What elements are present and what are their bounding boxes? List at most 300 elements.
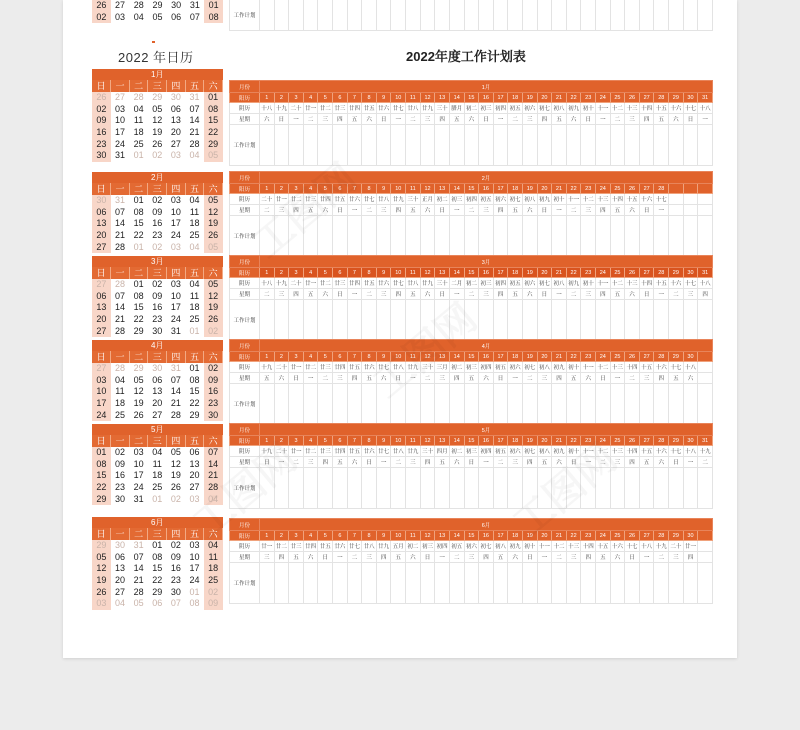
plan-lunar-day: 廿六 [362, 446, 377, 457]
plan-solar-day: 24 [596, 436, 611, 446]
calendar-day: 10 [167, 207, 186, 219]
calendar-day: 28 [129, 92, 148, 104]
calendar-day: 06 [167, 12, 186, 24]
plan-cell [654, 300, 669, 341]
plan-lunar-row [230, 278, 713, 289]
plan-lunar-day: 初四 [493, 278, 508, 289]
plan-cell [683, 0, 698, 30]
plan-lunar-row [230, 103, 713, 114]
month-calendar [92, 69, 223, 162]
calendar-day: 10 [185, 552, 204, 564]
plan-weekday: 日 [333, 205, 348, 216]
plan-lunar-day: 廿三 [333, 103, 348, 114]
plan-cell [639, 384, 654, 425]
calendar-day: 03 [111, 12, 130, 24]
weekday-label: 五 [185, 528, 204, 540]
plan-lunar-day: 廿四 [333, 446, 348, 457]
plan-cell [260, 384, 275, 425]
plan-solar-day: 15 [464, 436, 479, 446]
plan-lunar-day: 初二 [406, 541, 421, 552]
plan-solar-day: 30 [683, 436, 698, 446]
plan-weekday: 二 [406, 114, 421, 125]
calendar-week-row [92, 302, 223, 314]
month-calendar [92, 340, 223, 421]
weekday-row [92, 267, 223, 279]
plan-lunar-day: 廿五 [347, 446, 362, 457]
plan-weekday: 二 [464, 289, 479, 300]
calendar-day: 02 [148, 241, 167, 253]
calendar-day: 19 [129, 398, 148, 410]
plan-lunar-day: 初十 [566, 446, 581, 457]
plan-cell [522, 125, 537, 166]
plan-cell [625, 0, 640, 30]
plan-cell [537, 563, 552, 604]
plan-weekday: 四 [493, 205, 508, 216]
month-name: 1月 [92, 69, 223, 80]
plan-lunar-day: 二十 [260, 194, 275, 205]
plan-lunar-day: 十四 [610, 194, 625, 205]
plan-weekday: 日 [522, 552, 537, 563]
plan-weekday: 六 [508, 552, 523, 563]
plan-lunar-day: 三十 [435, 103, 450, 114]
plan-lunar-day: 十七 [625, 541, 640, 552]
plan-solar-day: 12 [420, 268, 435, 278]
plan-solar-day: 14 [449, 93, 464, 103]
calendar-week-row [92, 279, 223, 291]
plan-solar-day: 25 [610, 436, 625, 446]
plan-weekday: 一 [654, 289, 669, 300]
plan-lunar-day: 廿二 [289, 194, 304, 205]
plan-cell [654, 216, 669, 257]
plan-lunar-day: 初九 [552, 362, 567, 373]
plan-solar-day: 5 [318, 184, 333, 194]
plan-solar-row [230, 352, 713, 362]
plan-solar-day: 1 [260, 268, 275, 278]
plan-solar-day: 3 [289, 268, 304, 278]
plan-cell [435, 125, 450, 166]
plan-weekday: 四 [347, 373, 362, 384]
plan-lunar-day: 初八 [537, 362, 552, 373]
calendar-day: 07 [129, 552, 148, 564]
calendar-day: 31 [167, 363, 186, 375]
calendar-day: 04 [185, 150, 204, 162]
calendar-day: 01 [185, 325, 204, 337]
plan-weekday: 日 [260, 457, 275, 468]
plan-row-label: 月份 [230, 256, 260, 268]
plan-solar-day: 18 [508, 352, 523, 362]
plan-cell [683, 300, 698, 341]
plan-solar-day: 12 [420, 184, 435, 194]
plan-cell [464, 300, 479, 341]
plan-row-label: 月份 [230, 172, 260, 184]
plan-lunar-day: 初二 [435, 194, 450, 205]
plan-weekday: 三 [639, 373, 654, 384]
weekday-label: 三 [148, 435, 167, 447]
plan-solar-day: 7 [347, 531, 362, 541]
plan-cell [303, 300, 318, 341]
plan-solar-day: 10 [391, 184, 406, 194]
plan-weekday: 一 [274, 457, 289, 468]
plan-cell [698, 216, 713, 257]
plan-cell [420, 0, 435, 30]
calendar-day: 04 [185, 241, 204, 253]
plan-cell [449, 0, 464, 30]
plan-row-label: 月份 [230, 519, 260, 531]
plan-cell [406, 216, 421, 257]
plan-lunar-day: 廿四 [347, 278, 362, 289]
weekday-label: 日 [92, 435, 111, 447]
calendar-day: 24 [185, 575, 204, 587]
plan-title: 2022年度工作计划表 [406, 49, 526, 64]
plan-weekday: 日 [274, 114, 289, 125]
plan-weekday: 三 [274, 289, 289, 300]
calendar-day: 11 [204, 552, 223, 564]
plan-weekday: 二 [508, 114, 523, 125]
plan-solar-day: 28 [654, 531, 669, 541]
plan-lunar-day: 十九 [274, 278, 289, 289]
plan-weekday: 四 [698, 289, 713, 300]
weekday-label: 二 [129, 528, 148, 540]
plan-lunar-day: 十八 [698, 278, 713, 289]
plan-lunar-day: 廿三 [318, 362, 333, 373]
plan-lunar-day: 十四 [625, 446, 640, 457]
calendar-day: 28 [111, 241, 130, 253]
plan-lunar-day: 廿九 [406, 362, 421, 373]
plan-cell [596, 0, 611, 30]
plan-solar-day: 5 [318, 352, 333, 362]
plan-lunar-day: 廿三 [289, 541, 304, 552]
calendar-day: 16 [111, 470, 130, 482]
plan-weekday: 一 [289, 114, 304, 125]
plan-month-name: 4月 [260, 340, 713, 352]
plan-lunar-day: 十二 [581, 194, 596, 205]
plan-cell [347, 563, 362, 604]
calendar-week-row [92, 447, 223, 459]
calendar-day: 27 [92, 325, 111, 337]
calendar-day: 01 [129, 279, 148, 291]
calendar-day: 06 [148, 598, 167, 610]
plan-cell [289, 125, 304, 166]
plan-work-row [230, 384, 713, 425]
plan-weekday: 二 [362, 205, 377, 216]
plan-solar-day: 26 [625, 93, 640, 103]
plan-lunar-day: 初七 [479, 541, 494, 552]
plan-row-label: 阴历 [230, 194, 260, 205]
plan-solar-day: 30 [683, 531, 698, 541]
calendar-day: 06 [92, 207, 111, 219]
plan-lunar-day: 十四 [639, 103, 654, 114]
calendar-day: 27 [167, 138, 186, 150]
plan-solar-day: 8 [362, 184, 377, 194]
plan-cell [581, 125, 596, 166]
plan-cell [303, 563, 318, 604]
plan-cell [289, 0, 304, 30]
plan-solar-day: 23 [581, 436, 596, 446]
plan-cell [376, 125, 391, 166]
calendar-day: 29 [148, 0, 167, 12]
plan-solar-day: 4 [303, 436, 318, 446]
plan-lunar-day: 十三 [566, 541, 581, 552]
plan-row-label: 阳历 [230, 531, 260, 541]
plan-lunar-day: 正月 [420, 194, 435, 205]
calendar-day: 21 [204, 470, 223, 482]
plan-weekday: 日 [669, 457, 684, 468]
calendar-day: 24 [129, 482, 148, 494]
plan-month-name: 3月 [260, 256, 713, 268]
calendar-day: 02 [167, 493, 186, 505]
calendar-day: 30 [92, 195, 111, 207]
plan-cell [289, 216, 304, 257]
plan-cell [479, 384, 494, 425]
plan-lunar-day: 腊月 [449, 103, 464, 114]
plan-lunar-day: 廿九 [391, 194, 406, 205]
plan-cell [610, 0, 625, 30]
plan-month-row [230, 81, 713, 93]
plan-solar-day: 14 [449, 184, 464, 194]
plan-cell [669, 468, 684, 509]
plan-lunar-day: 二十 [289, 278, 304, 289]
plan-cell [479, 0, 494, 30]
plan-weekday: 日 [333, 289, 348, 300]
plan-lunar-day: 十三 [610, 446, 625, 457]
plan-solar-day: 18 [508, 268, 523, 278]
plan-lunar-day: 初二 [449, 446, 464, 457]
calendar-week-row [92, 138, 223, 150]
calendar-day: 27 [111, 92, 130, 104]
plan-cell [683, 563, 698, 604]
plan-weekday: 一 [552, 205, 567, 216]
weekday-label: 三 [148, 80, 167, 92]
plan-row-label: 工作计划 [230, 300, 260, 341]
plan-lunar-day: 十一 [537, 541, 552, 552]
calendar-day: 31 [167, 325, 186, 337]
calendar-day: 25 [148, 482, 167, 494]
plan-solar-day: 10 [391, 531, 406, 541]
plan-weekday: 五 [669, 373, 684, 384]
plan-solar-day: 6 [333, 531, 348, 541]
plan-lunar-day: 初六 [464, 541, 479, 552]
plan-lunar-day: 廿二 [303, 362, 318, 373]
calendar-day: 03 [92, 375, 111, 387]
plan-cell [493, 384, 508, 425]
plan-lunar-day: 廿七 [362, 194, 377, 205]
plan-cell [449, 468, 464, 509]
plan-lunar-day: 初二 [464, 278, 479, 289]
plan-work-row [230, 563, 713, 604]
calendar-day: 08 [129, 291, 148, 303]
plan-weekday: 二 [318, 373, 333, 384]
calendar-day: 05 [204, 279, 223, 291]
plan-lunar-day: 十九 [274, 103, 289, 114]
plan-weekday: 六 [376, 373, 391, 384]
plan-solar-day: 28 [654, 93, 669, 103]
plan-lunar-day: 三十 [420, 446, 435, 457]
plan-cell [362, 0, 377, 30]
plan-solar-day: 24 [596, 268, 611, 278]
plan-weekday: 三 [625, 114, 640, 125]
plan-cell [508, 125, 523, 166]
plan-weekday: 六 [420, 205, 435, 216]
plan-weekday: 二 [596, 457, 611, 468]
plan-weekday: 五 [303, 289, 318, 300]
plan-month-name: 1月 [260, 81, 713, 93]
calendar-week-row [92, 386, 223, 398]
calendar-day: 19 [167, 470, 186, 482]
calendar-day: 24 [92, 409, 111, 421]
plan-row-label: 工作计划 [230, 0, 260, 30]
plan-solar-day: 20 [537, 436, 552, 446]
plan-lunar-day: 初十 [522, 541, 537, 552]
calendar-day: 23 [167, 575, 186, 587]
calendar-day: 01 [92, 447, 111, 459]
calendar-day: 22 [185, 398, 204, 410]
plan-solar-day: 20 [537, 268, 552, 278]
plan-solar-day: 11 [406, 184, 421, 194]
plan-cell [596, 300, 611, 341]
plan-solar-day: 1 [260, 184, 275, 194]
calendar-day: 14 [167, 386, 186, 398]
month-plan [229, 171, 713, 257]
plan-cell [566, 468, 581, 509]
plan-lunar-day: 十五 [639, 446, 654, 457]
plan-lunar-day: 十八 [260, 103, 275, 114]
weekday-label: 六 [204, 80, 223, 92]
calendar-day: 26 [92, 92, 111, 104]
calendar-title: 2022 年日历 [118, 50, 194, 65]
calendar-day: 25 [185, 314, 204, 326]
calendar-day: 04 [129, 104, 148, 116]
plan-solar-day: 22 [566, 436, 581, 446]
plan-lunar-day: 初十 [581, 103, 596, 114]
calendar-day: 12 [167, 459, 186, 471]
calendar-day: 25 [111, 409, 130, 421]
plan-lunar-day: 廿七 [376, 446, 391, 457]
calendar-week-row [92, 207, 223, 219]
plan-lunar-day: 十二 [610, 103, 625, 114]
plan-solar-day: 22 [566, 268, 581, 278]
calendar-day: 27 [148, 409, 167, 421]
plan-weekday: 五 [449, 114, 464, 125]
weekday-label: 一 [111, 435, 130, 447]
plan-solar-day: 4 [303, 93, 318, 103]
plan-solar-day: 5 [318, 436, 333, 446]
plan-cell [449, 125, 464, 166]
plan-cell [289, 384, 304, 425]
plan-cell [552, 468, 567, 509]
plan-cell [566, 384, 581, 425]
plan-lunar-day: 初五 [493, 362, 508, 373]
plan-row-label: 工作计划 [230, 468, 260, 509]
plan-lunar-day: 十九 [260, 362, 275, 373]
plan-cell [537, 0, 552, 30]
plan-weekday: 日 [362, 457, 377, 468]
plan-lunar-day: 廿一 [289, 446, 304, 457]
plan-cell [406, 563, 421, 604]
plan-lunar-day: 廿九 [406, 446, 421, 457]
calendar-day: 20 [111, 575, 130, 587]
calendar-day: 31 [186, 0, 205, 12]
calendar-day: 23 [204, 398, 223, 410]
calendar-day: 18 [204, 563, 223, 575]
plan-weekday: 日 [625, 552, 640, 563]
plan-weekday: 四 [391, 205, 406, 216]
plan-weekday: 二 [566, 289, 581, 300]
plan-cell [552, 216, 567, 257]
plan-weekday: 三 [669, 552, 684, 563]
plan-weekday: 三 [683, 289, 698, 300]
plan-weekday: 一 [303, 373, 318, 384]
plan-row-label: 阴历 [230, 362, 260, 373]
plan-solar-day: 7 [347, 268, 362, 278]
plan-weekday: 日 [493, 373, 508, 384]
calendar-week-row [92, 127, 223, 139]
plan-weekday: 五 [406, 205, 421, 216]
calendar-day: 27 [92, 363, 111, 375]
plan-cell [435, 468, 450, 509]
plan-cell [318, 0, 333, 30]
plan-lunar-row [230, 362, 713, 373]
weekday-label: 三 [148, 528, 167, 540]
plan-cell [391, 216, 406, 257]
plan-solar-day: 15 [464, 531, 479, 541]
plan-solar-day: 15 [464, 184, 479, 194]
plan-cell [493, 468, 508, 509]
plan-lunar-day [698, 194, 713, 205]
plan-cell [522, 384, 537, 425]
plan-lunar-day: 初九 [566, 278, 581, 289]
plan-lunar-day: 初七 [537, 103, 552, 114]
plan-row-label: 阴历 [230, 278, 260, 289]
calendar-day: 11 [185, 291, 204, 303]
calendar-day: 19 [92, 575, 111, 587]
plan-solar-day [698, 352, 713, 362]
plan-weekday: 六 [625, 205, 640, 216]
plan-solar-day: 18 [508, 93, 523, 103]
plan-cell [347, 0, 362, 30]
calendar-day: 23 [92, 138, 111, 150]
plan-lunar-day: 廿五 [362, 103, 377, 114]
plan-weekday: 五 [537, 457, 552, 468]
plan-solar-day: 19 [522, 93, 537, 103]
calendar-day: 07 [111, 291, 130, 303]
plan-weekday: 日 [289, 373, 304, 384]
plan-cell [639, 468, 654, 509]
plan-weekday: 日 [683, 114, 698, 125]
plan-lunar-day: 初九 [566, 103, 581, 114]
weekday-label: 六 [204, 267, 223, 279]
plan-weekday: 日 [464, 457, 479, 468]
plan-solar-day: 27 [639, 531, 654, 541]
calendar-day: 26 [92, 586, 111, 598]
calendar-week-row [92, 470, 223, 482]
plan-lunar-day: 十六 [654, 446, 669, 457]
plan-solar-day: 9 [376, 352, 391, 362]
plan-weekday: 四 [625, 457, 640, 468]
plan-row-label: 月份 [230, 424, 260, 436]
calendar-day: 29 [92, 540, 111, 552]
plan-solar-day: 9 [376, 436, 391, 446]
plan-lunar-day: 廿六 [347, 194, 362, 205]
calendar-day: 22 [92, 482, 111, 494]
plan-solar-day: 13 [435, 268, 450, 278]
plan-cell [581, 563, 596, 604]
plan-lunar-day: 十一 [581, 362, 596, 373]
calendar-week-row [92, 409, 223, 421]
plan-solar-day: 9 [376, 268, 391, 278]
calendar-day: 09 [204, 598, 223, 610]
plan-solar-day: 17 [493, 436, 508, 446]
calendar-day: 29 [204, 138, 223, 150]
